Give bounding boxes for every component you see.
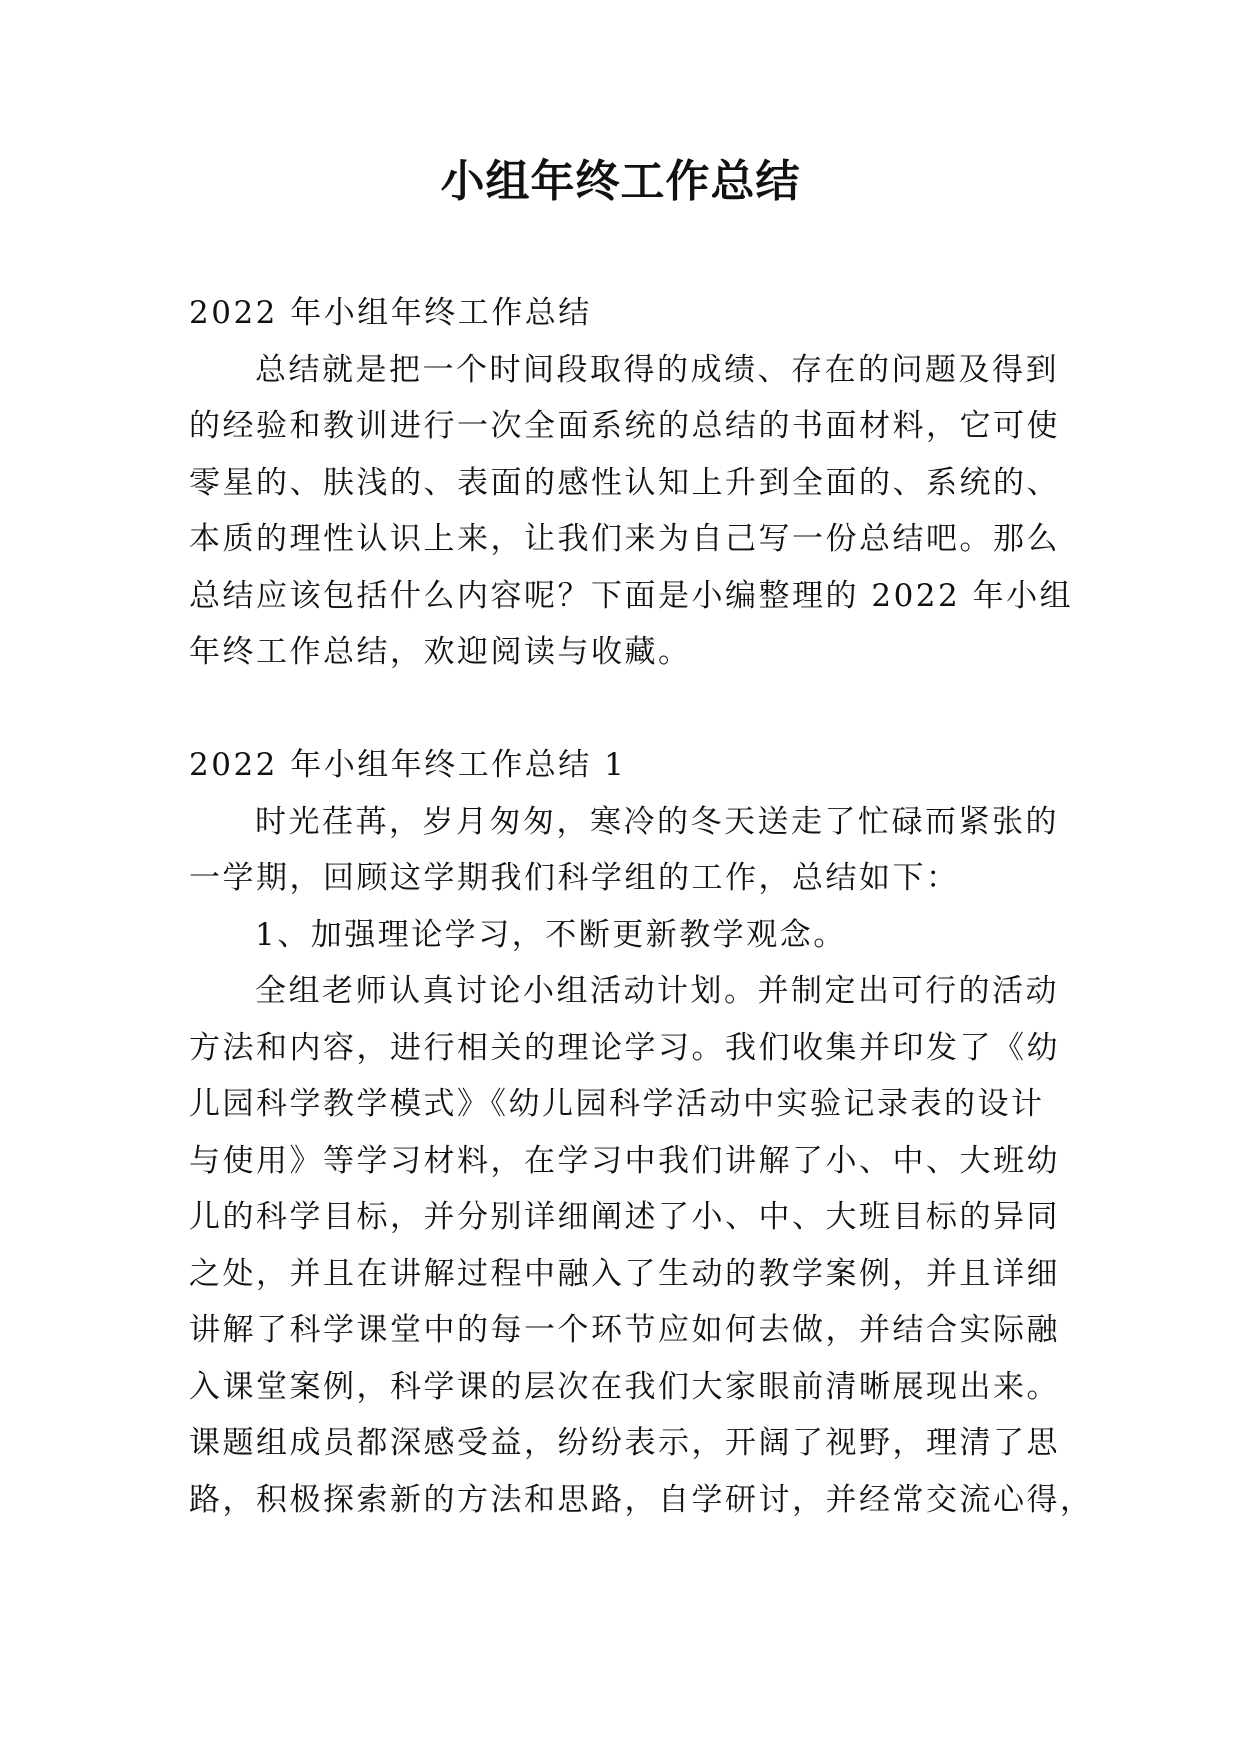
- paragraph-line: 年终工作总结，欢迎阅读与收藏。: [189, 634, 692, 670]
- paragraph-line: 课题组成员都深感受益，纷纷表示，开阔了视野，理清了思: [189, 1425, 1060, 1461]
- paragraph-line: 儿园科学教学模式》《幼儿园科学活动中实验记录表的设计: [189, 1086, 1045, 1122]
- section-heading-intro: 2022 年小组年终工作总结: [189, 295, 592, 331]
- paragraph-line: 儿的科学目标，并分别详细阐述了小、中、大班目标的异同: [189, 1199, 1060, 1235]
- paragraph-line: 总结就是把一个时间段取得的成绩、存在的问题及得到: [255, 351, 1059, 388]
- paragraph-line: 之处，并且在讲解过程中融入了生动的教学案例，并且详细: [189, 1255, 1060, 1292]
- paragraph-line: 总结应该包括什么内容呢？下面是小编整理的 2022 年小组: [189, 577, 1074, 614]
- paragraph-line: 讲解了科学课堂中的每一个环节应如何去做，并结合实际融: [189, 1312, 1060, 1348]
- paragraph-line: 全组老师认真讨论小组活动计划。并制定出可行的活动: [255, 973, 1059, 1009]
- document-body: [189, 285, 1094, 1528]
- paragraph-line: 与使用》等学习材料，在学习中我们讲解了小、中、大班幼: [189, 1142, 1060, 1179]
- list-item-heading: 1、加强理论学习，不断更新教学观念。: [255, 916, 847, 953]
- section-spacer: [189, 681, 1069, 738]
- paragraph-line: 路，积极探索新的方法和思路，自学研讨，并经常交流心得，: [189, 1481, 1094, 1518]
- document-title: 小组年终工作总结: [440, 156, 801, 207]
- section-heading-1: 2022 年小组年终工作总结 1: [189, 747, 627, 783]
- paragraph-line: 本质的理性认识上来，让我们来为自己写一份总结吧。那么: [189, 521, 1060, 557]
- paragraph-line: 方法和内容，进行相关的理论学习。我们收集并印发了《幼: [189, 1029, 1060, 1066]
- paragraph-line: 的经验和教训进行一次全面系统的总结的书面材料，它可使: [189, 408, 1060, 444]
- paragraph-line: 时光荏苒，岁月匆匆，寒冷的冬天送走了忙碌而紧张的: [255, 803, 1059, 840]
- paragraph-line: 零星的、肤浅的、表面的感性认知上升到全面的、系统的、: [189, 464, 1060, 501]
- paragraph-line: 入课堂案例，科学课的层次在我们大家眼前清晰展现出来。: [189, 1368, 1060, 1405]
- paragraph-line: 一学期，回顾这学期我们科学组的工作，总结如下：: [189, 860, 960, 896]
